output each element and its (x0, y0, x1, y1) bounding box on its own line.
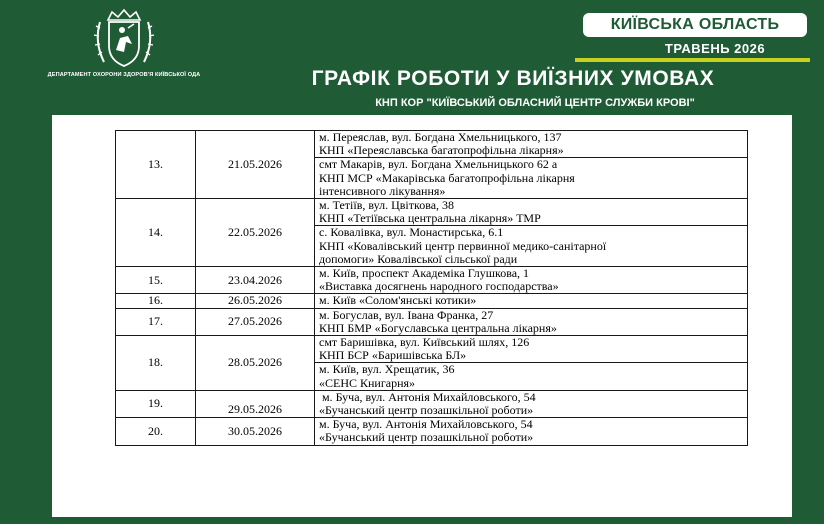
entry-date: 29.05.2026 (196, 390, 315, 417)
location-line: інтенсивного лікування» (319, 183, 446, 198)
location-line: КНП МСР «Макарівська багатопрофільна лікарня (319, 170, 575, 185)
entry-location (315, 336, 748, 363)
entry-date: 28.05.2026 (196, 336, 315, 391)
entry-location (315, 390, 748, 417)
table-row (116, 199, 748, 226)
location-line: м. Київ, проспект Академіка Глушкова, 1 (319, 266, 530, 281)
location-line: м. Тетіїв, вул. Цвіткова, 38 (319, 198, 455, 213)
entry-location (315, 199, 748, 226)
entry-location (315, 418, 748, 445)
entry-number: 14. (116, 199, 196, 267)
entry-location (315, 267, 748, 294)
location-line: смт Баришівка, вул. Київський шлях, 126 (319, 335, 530, 350)
entry-date: 27.05.2026 (196, 308, 315, 335)
location-line: с. Ковалівка, вул. Монастирська, 6.1 (319, 225, 504, 240)
entry-date: 26.05.2026 (196, 294, 315, 308)
table-row (116, 390, 748, 417)
page-subtitle: КНП КОР "КИЇВСЬКИЙ ОБЛАСНИЙ ЦЕНТР СЛУЖБИ КРОВІ" (375, 97, 695, 109)
location-line: м. Буча, вул. Антонія Михайловського, 54 (319, 417, 533, 432)
location-line: «СЕНС Книгарня» (319, 375, 416, 390)
table-row (116, 308, 748, 335)
entry-date: 22.05.2026 (196, 199, 315, 267)
entry-location (315, 363, 748, 390)
location-line: смт Макарів, вул. Богдана Хмельницького 62 а (319, 157, 558, 172)
entry-date: 30.05.2026 (196, 418, 315, 445)
table-row (116, 267, 748, 294)
region-badge: КИЇВСЬКА ОБЛАСТЬ (583, 13, 807, 37)
location-line: допомоги» Ковалівської сільської ради (319, 251, 518, 266)
page-title: ГРАФІК РОБОТИ У ВИЇЗНИХ УМОВАХ (311, 67, 715, 90)
location-line: КНП БМР «Богуславська центральна лікарня» (319, 320, 557, 335)
entry-number: 19. (116, 390, 196, 417)
table-row (116, 336, 748, 363)
location-line: м. Буча, вул. Антонія Михайловського, 54 (319, 389, 536, 404)
table-row (116, 131, 748, 158)
table-row (116, 294, 748, 308)
location-line: КНП «Тетіївська центральна лікарня» ТМР (319, 211, 541, 226)
location-line: м. Богуслав, вул. Івана Франка, 27 (319, 307, 494, 322)
entry-number: 17. (116, 308, 196, 335)
entry-number: 13. (116, 131, 196, 199)
department-name: ДЕПАРТАМЕНТ ОХОРОНИ ЗДОРОВ'Я КИЇВСЬКОЇ ОДА (47, 72, 201, 78)
location-line: КНП «Ковалівський центр первинної медико-санітарної (319, 238, 607, 253)
month-label: ТРАВЕНЬ 2026 (664, 41, 766, 56)
location-line: «Виставка досягнень народного господарства» (319, 279, 559, 294)
entry-location (315, 308, 748, 335)
location-line: «Бучанський центр позашкільної роботи» (319, 430, 534, 445)
schedule-panel (52, 115, 792, 517)
location-line: м. Київ, вул. Хрещатик, 36 (319, 362, 455, 377)
entry-location (315, 226, 748, 267)
schedule-table (115, 130, 748, 446)
coat-of-arms-logo (92, 8, 156, 70)
entry-number: 16. (116, 294, 196, 308)
table-row (116, 418, 748, 445)
entry-location (315, 294, 748, 308)
location-line: КНП БСР «Баришівська БЛ» (319, 348, 467, 363)
entry-number: 18. (116, 336, 196, 391)
accent-divider (575, 58, 810, 62)
location-line: м. Переяслав, вул. Богдана Хмельницького, 137 (319, 130, 562, 144)
entry-date: 21.05.2026 (196, 131, 315, 199)
entry-number: 20. (116, 418, 196, 445)
location-line: м. Київ «Солом'янські котики» (319, 293, 477, 308)
entry-number: 15. (116, 267, 196, 294)
location-line: КНП «Переяславська багатопрофільна лікарня» (319, 143, 564, 158)
location-line: «Бучанський центр позашкільної роботи» (319, 403, 534, 418)
entry-location (315, 158, 748, 199)
entry-location (315, 131, 748, 158)
entry-date: 23.04.2026 (196, 267, 315, 294)
